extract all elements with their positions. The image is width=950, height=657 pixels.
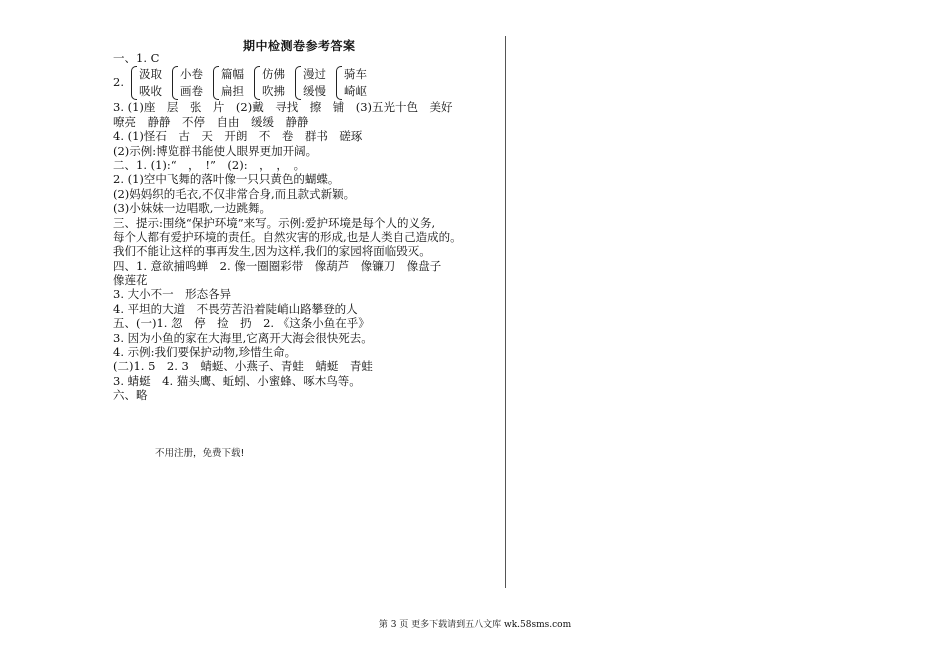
- answer-line: 3. (1)座 层 张 片 (2)戴 寻找 擦 铺 (3)五光十色 美好: [113, 100, 453, 115]
- word-groups: [131, 66, 377, 100]
- brace-icon: [254, 66, 260, 100]
- answer-line: 3. 因为小鱼的家在大海里,它离开大海会很快死去。: [113, 330, 373, 345]
- word-group-item: 扁担: [221, 84, 244, 99]
- brace-icon: [295, 66, 301, 100]
- word-group: [254, 66, 285, 100]
- answer-line: 4. 示例:我们要保护动物,珍惜生命。: [113, 345, 297, 360]
- answer-line: 2. (1)空中飞舞的落叶像一只只黄色的蝴蝶。: [113, 172, 340, 187]
- word-group-item: 仿佛: [262, 67, 285, 82]
- word-group-item: 画卷: [180, 84, 203, 99]
- word-group: [172, 66, 203, 100]
- answer-content: [113, 51, 503, 403]
- brace-icon: [213, 66, 219, 100]
- answer-line: 像莲花: [113, 273, 148, 288]
- answer-line: (3)小妹妹一边唱歌,一边跳舞。: [113, 201, 271, 216]
- answer-line: 五、(一)1. 忽 停 捡 扔 2. 《这条小鱼在乎》: [113, 316, 370, 331]
- answer-line: (2)妈妈织的毛衣,不仅非常合身,而且款式新颖。: [113, 186, 356, 201]
- answer-line: 三、提示:围绕“保护环境”来写。示例:爱护环境是每个人的义务,: [113, 215, 436, 230]
- answer-lines: [113, 100, 503, 402]
- answer-line: 嘹亮 静静 不停 自由 缓缓 静静: [113, 114, 309, 129]
- word-group-item: 吸收: [139, 84, 162, 99]
- word-group: [213, 66, 244, 100]
- word-group-item: 崎岖: [344, 84, 367, 99]
- word-groups-row: [113, 66, 503, 100]
- answer-line: (二)1. 5 2. 3 蜻蜓、小燕子、青蛙 蜻蜓 青蛙: [113, 359, 373, 374]
- answer-line: 3. 蜻蜓 4. 猫头鹰、蚯蚓、小蜜蜂、啄木鸟等。: [113, 373, 361, 388]
- answer-line: (2)示例:博览群书能使人眼界更加开阔。: [113, 143, 318, 158]
- brace-icon: [131, 66, 137, 100]
- page-footer: 第 3 页 更多下载请到五八文库 wk.58sms.com: [378, 620, 572, 630]
- brace-icon: [172, 66, 178, 100]
- word-group: [131, 66, 162, 100]
- answer-line: 4. 平坦的大道 不畏劳苦沿着陡峭山路攀登的人: [113, 301, 358, 316]
- word-group-item: 骑车: [344, 67, 367, 82]
- answer-lines-top: [113, 51, 503, 65]
- word-groups-label: 2.: [113, 75, 124, 90]
- word-group: [295, 66, 326, 100]
- word-group-item: 缓慢: [303, 84, 326, 99]
- word-group-item: 吹拂: [262, 84, 285, 99]
- word-group-item: 汲取: [139, 67, 162, 82]
- answer-line: 六、略: [113, 388, 148, 403]
- download-note: 不用注册，免费下载!: [155, 448, 245, 459]
- word-group-item: 篇幅: [221, 67, 244, 82]
- word-group-item: 小卷: [180, 67, 203, 82]
- page-title: 期中检测卷参考答案: [243, 39, 356, 53]
- answer-line: 我们不能让这样的事再发生,因为这样,我们的家园将面临毁灭。: [113, 244, 431, 259]
- word-group-item: 漫过: [303, 67, 326, 82]
- word-group: [336, 66, 367, 100]
- answer-line: 四、1. 意欲捕鸣蝉 2. 像一圈圈彩带 像葫芦 像镰刀 像盘子: [113, 258, 442, 273]
- answer-line: 3. 大小不一 形态各异: [113, 287, 232, 302]
- answer-line: 4. (1)怪石 古 天 开朗 不 卷 群书 磋琢: [113, 129, 363, 144]
- answer-line: 一、1. C: [113, 51, 160, 65]
- answer-line: 每个人都有爱护环境的责任。自然灾害的形成,也是人类自己造成的。: [113, 229, 462, 244]
- column-divider: [505, 36, 506, 588]
- answer-line: 二、1. (1):“ ， !” (2): ， ， 。: [113, 157, 306, 172]
- brace-icon: [336, 66, 342, 100]
